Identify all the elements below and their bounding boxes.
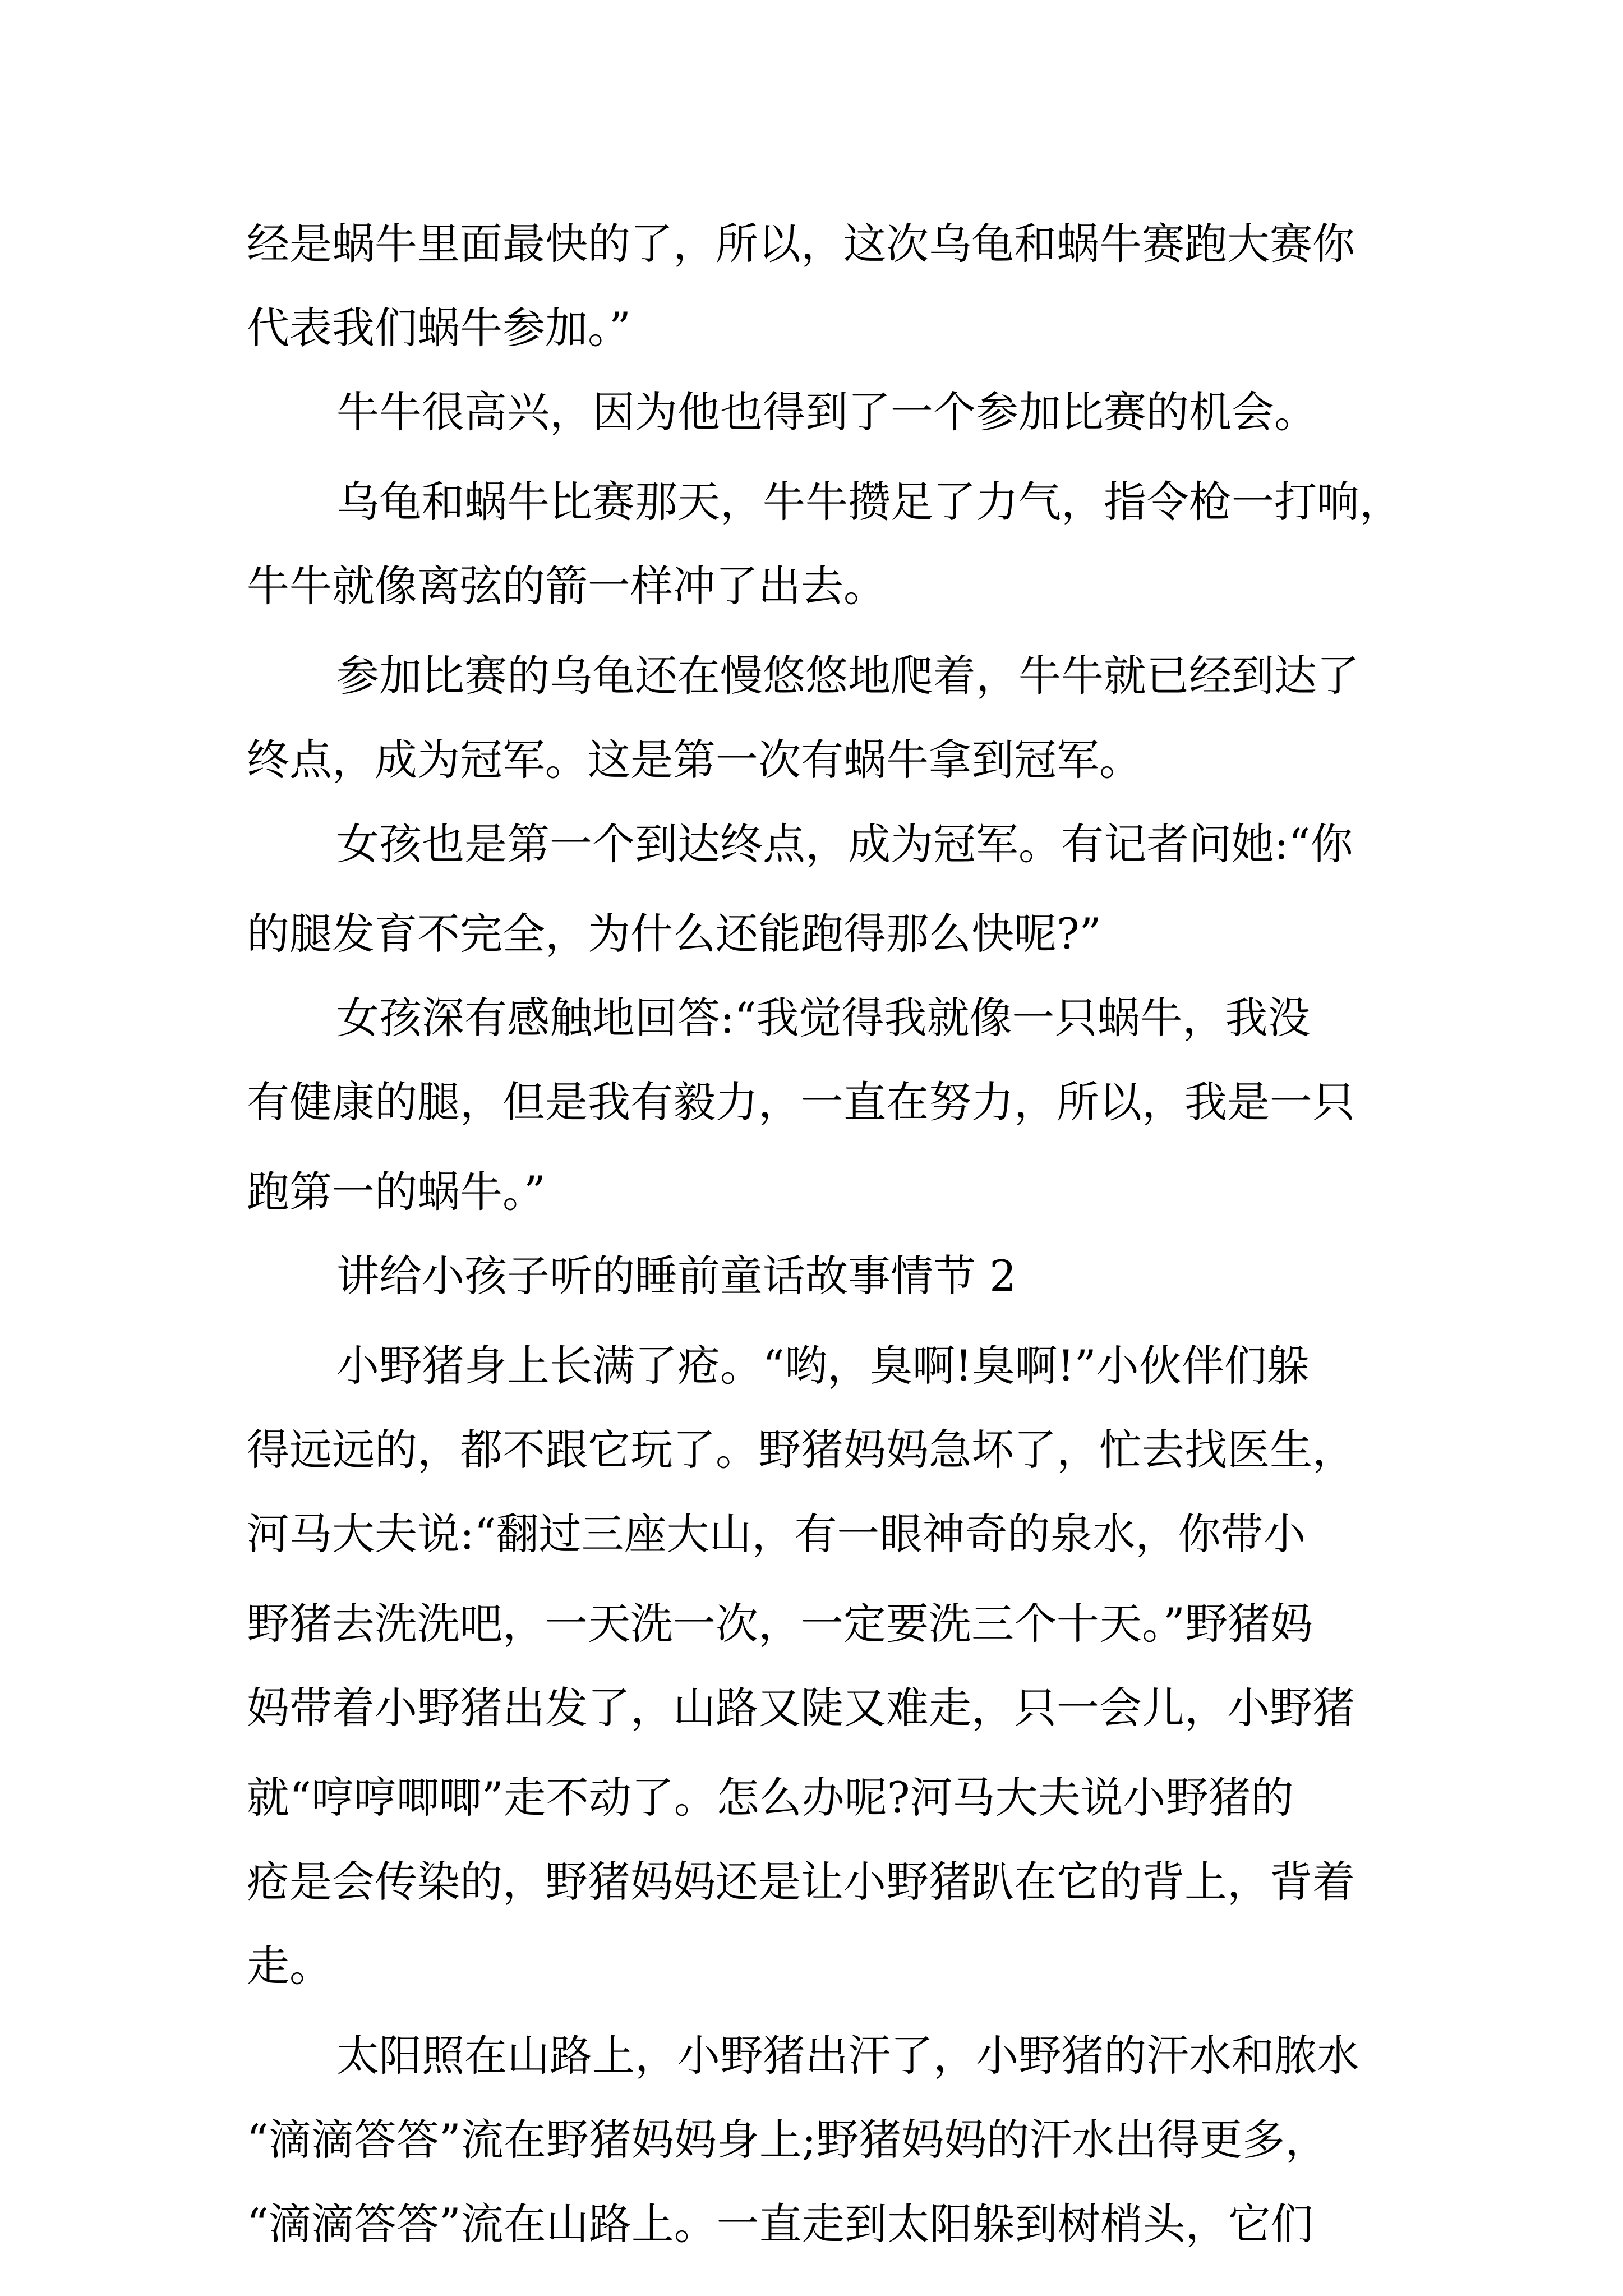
section-heading: 讲给小孩子听的睡前童话故事情节 2 bbox=[336, 1251, 1017, 1301]
text-line: 跑第一的蜗牛。” bbox=[247, 1167, 546, 1217]
text-line: 经是蜗牛里面最快的了，所以，这次乌龟和蜗牛赛跑大赛你 bbox=[247, 219, 1355, 269]
text-line: 走。 bbox=[247, 1941, 332, 1991]
paragraph-start: 乌龟和蜗牛比赛那天，牛牛攒足了力气，指令枪一打响， bbox=[336, 477, 1402, 527]
text-line: 的腿发育不完全，为什么还能跑得那么快呢?” bbox=[247, 909, 1101, 959]
paragraph-start: 女孩深有感触地回答:“我觉得我就像一只蜗牛，我没 bbox=[336, 993, 1311, 1043]
text-line: 有健康的腿，但是我有毅力，一直在努力，所以，我是一只 bbox=[247, 1077, 1355, 1127]
text-line: 就“哼哼唧唧”走不动了。怎么办呢?河马大夫说小野猪的 bbox=[247, 1773, 1294, 1823]
paragraph-start: 参加比赛的乌龟还在慢悠悠地爬着，牛牛就已经到达了 bbox=[336, 651, 1359, 701]
text-line: 得远远的，都不跟它玩了。野猪妈妈急坏了，忙去找医生， bbox=[247, 1425, 1355, 1475]
text-line: 代表我们蜗牛参加。” bbox=[247, 303, 631, 353]
text-line: 野猪去洗洗吧，一天洗一次，一定要洗三个十天。”野猪妈 bbox=[247, 1599, 1313, 1649]
text-line: 妈带着小野猪出发了，山路又陡又难走，只一会儿，小野猪 bbox=[247, 1683, 1355, 1733]
paragraph-start: 牛牛很高兴，因为他也得到了一个参加比赛的机会。 bbox=[336, 387, 1317, 437]
paragraph-start: 女孩也是第一个到达终点，成为冠军。有记者问她:“你 bbox=[336, 819, 1353, 869]
text-line: “滴滴答答”流在山路上。一直走到太阳躲到树梢头，它们 bbox=[247, 2199, 1313, 2249]
text-line: “滴滴答答”流在野猪妈妈身上;野猪妈妈的汗水出得更多， bbox=[247, 2115, 1328, 2165]
text-line: 牛牛就像离弦的箭一样冲了出去。 bbox=[247, 561, 886, 611]
text-line: 终点，成为冠军。这是第一次有蜗牛拿到冠军。 bbox=[247, 735, 1142, 785]
paragraph-start: 太阳照在山路上，小野猪出汗了，小野猪的汗水和脓水 bbox=[336, 2031, 1359, 2081]
text-line: 河马大夫说:“翻过三座大山，有一眼神奇的泉水，你带小 bbox=[247, 1509, 1306, 1559]
paragraph-start: 小野猪身上长满了疮。“哟，臭啊!臭啊!”小伙伴们躲 bbox=[336, 1341, 1310, 1391]
text-line: 疮是会传染的，野猪妈妈还是让小野猪趴在它的背上，背着 bbox=[247, 1857, 1355, 1907]
